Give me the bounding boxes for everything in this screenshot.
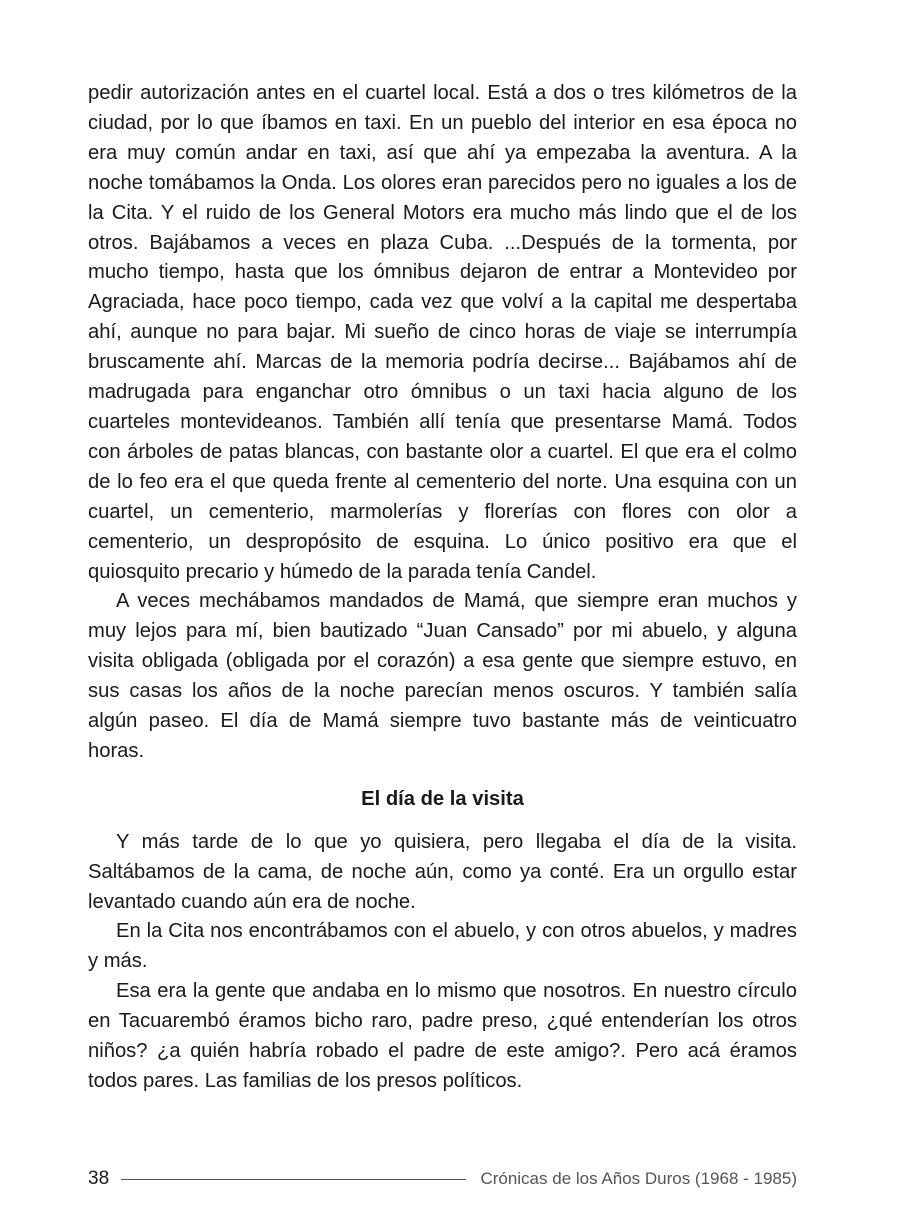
page-number: 38 bbox=[88, 1168, 110, 1189]
page-footer bbox=[88, 1166, 797, 1192]
running-title: Crónicas de los Años Duros (1968 - 1985) bbox=[480, 1169, 797, 1188]
paragraph-2: A veces mechábamos mandados de Mamá, que siempre eran muchos y muy lejos para mí, bien bautizado “Juan Cansado” por mi abuelo, y alguna visita obligada (obligada por el corazón) a esa gente que siempre estuvo, en sus casas los años de la noche parecían menos oscuros. Y también salía algún paseo. El día de Mamá siempre tuvo bastante más de veinticuatro horas. bbox=[88, 590, 797, 762]
footer-divider bbox=[121, 1179, 466, 1180]
paragraph-5: Esa era la gente que andaba en lo mismo que nosotros. En nuestro círculo en Tacuarembó éramos bicho raro, padre preso, ¿qué entenderían los otros niños? ¿a quién habría robado el padre de este amigo?. Pero acá éramos todos pares. Las familias de los presos políticos. bbox=[88, 980, 797, 1092]
paragraph-1: pedir autorización antes en el cuartel local. Está a dos o tres kilómetros de la ciudad, por lo que íbamos en taxi. En un pueblo del interior en esa época no era muy común andar en taxi, así que ahí ya empezaba la aventura. A la noche tomábamos la Onda. Los olores eran parecidos pero no iguales a los de la Cita. Y el ruido de los General Motors era mucho más lindo que el de los otros. Bajábamos a veces en plaza Cuba. ...Después de la tormenta, por mucho tiempo, hasta que los ómnibus dejaron de entrar a Montevideo por Agraciada, hace poco tiempo, cada vez que volví a la capital me despertaba ahí, aunque no para bajar. Mi sueño de cinco horas de viaje se interrumpía bruscamente ahí. Marcas de la memoria podría decirse... Bajábamos ahí de madrugada para enganchar otro ómnibus o un taxi hacia alguno de los cuarteles montevideanos. También allí tenía que presentarse Mamá. Todos con árboles de patas blancas, con bastante olor a cuartel. El que era el colmo de lo feo era el que queda frente al cementerio del norte. Una esquina con un cuartel, un cementerio, marmolerías y florerías con flores con olor a cementerio, un despropósito de esquina. Lo único positivo era que el quiosquito precario y húmedo de la parada tenía Candel. bbox=[88, 82, 797, 583]
paragraph-4: En la Cita nos encontrábamos con el abuelo, y con otros abuelos, y madres y más. bbox=[88, 920, 797, 973]
section-heading: El día de la visita bbox=[361, 787, 524, 810]
paragraph-3: Y más tarde de lo que yo quisiera, pero llegaba el día de la visita. Saltábamos de la cama, de noche aún, como ya conté. Era un orgullo estar levantado cuando aún era de noche. bbox=[88, 830, 797, 913]
page-body bbox=[88, 79, 797, 1097]
